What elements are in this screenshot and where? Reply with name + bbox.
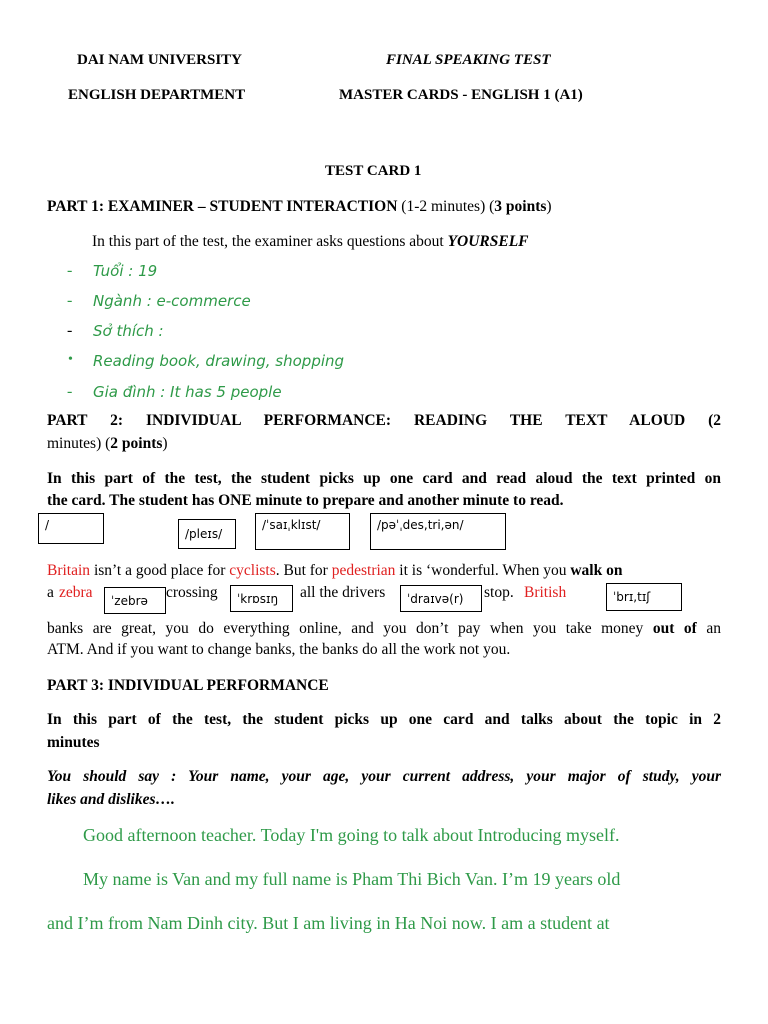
- part2-points: 2 points: [110, 435, 163, 452]
- part2-heading-close: ): [162, 435, 168, 452]
- phonetic-box: [255, 513, 350, 550]
- phonetic-box: [38, 513, 104, 544]
- part2-instruction-line2: the card. The student has ONE minute to prepare and another minute to read.: [47, 492, 564, 509]
- word-britain: Britain: [47, 562, 91, 579]
- note-age: Tuổi : 19: [93, 262, 158, 280]
- phonetic-box: [606, 583, 682, 611]
- note-marker: -: [67, 262, 73, 279]
- word-out-of: out of: [652, 620, 697, 637]
- text-segment: . But for: [275, 562, 332, 579]
- note-hobbies-list: Reading book, drawing, shopping: [93, 352, 345, 370]
- phonetic-box: [400, 585, 482, 612]
- answer-line-3: and I’m from Nam Dinh city. But I am living in Ha Noi now. I am a student at: [47, 913, 610, 933]
- part1-intro-emphasis: YOURSELF: [447, 233, 529, 250]
- reading-line-1: [47, 562, 622, 580]
- phonetic-box: [104, 587, 166, 614]
- bullet-icon: •: [68, 352, 73, 367]
- card-title: TEST CARD 1: [325, 163, 422, 179]
- department-name: ENGLISH DEPARTMENT: [68, 87, 246, 103]
- part1-heading-title: PART 1: EXAMINER – STUDENT INTERACTION: [47, 198, 398, 215]
- part3-prompt-line2: likes and dislikes….: [47, 791, 175, 808]
- part3-heading: PART 3: INDIVIDUAL PERFORMANCE: [47, 677, 329, 694]
- word-pedestrian: pedestrian: [331, 562, 396, 579]
- reading-line-3: [47, 620, 721, 638]
- text-all-the-drivers: all the drivers: [300, 584, 386, 601]
- answer-line-2: My name is Van and my full name is Pham Thi Bich Van. I’m 19 years old: [83, 869, 621, 889]
- note-marker: -: [67, 322, 73, 339]
- part1-heading-duration: (1-2 minutes) (: [397, 198, 495, 215]
- word-stop: stop.: [484, 584, 514, 601]
- note-family: Gia đình : It has 5 people: [93, 383, 282, 401]
- part1-intro-text: In this part of the test, the examiner asks questions about: [92, 233, 448, 250]
- phonetic-text: /ˈsaɪˌklɪst/: [262, 518, 321, 532]
- part2-heading: PART 2: INDIVIDUAL PERFORMANCE: READING THE TEXT ALOUD (2: [47, 412, 721, 429]
- text-segment: isn’t a good place for: [90, 562, 230, 579]
- part1-intro: [92, 233, 529, 251]
- phonetic-text: /: [45, 518, 50, 532]
- text-segment: banks are great, you do everything online, and you don’t pay when you take money: [47, 620, 653, 637]
- reading-line-4: ATM. And if you want to change banks, the banks do all the work not you.: [47, 641, 511, 658]
- part2-instruction-line1: In this part of the test, the student picks up one card and read aloud the text printed on: [47, 470, 721, 487]
- note-marker: -: [67, 383, 73, 400]
- part1-heading-close: ): [546, 198, 552, 215]
- phonetic-text: /pəˈˌdes,tri,ən/: [377, 518, 464, 532]
- university-name: DAI NAM UNIVERSITY: [77, 52, 243, 68]
- part3-prompt-line1: You should say : Your name, your age, your current address, your major of study, your: [47, 768, 721, 785]
- word-zebra: zebra: [59, 584, 93, 601]
- word-cyclists: cyclists: [229, 562, 276, 579]
- phonetic-text: ˈdraɪvə(r): [407, 591, 464, 606]
- phonetic-text: ˈkrɒsɪŋ: [237, 591, 279, 606]
- note-major: Ngành : e-commerce: [93, 292, 251, 310]
- word-crossing: crossing: [166, 584, 218, 601]
- note-marker: -: [67, 292, 73, 309]
- answer-line-1: Good afternoon teacher. Today I'm going to talk about Introducing myself.: [83, 825, 620, 845]
- part2-duration: minutes) (: [47, 435, 111, 452]
- part3-instruction-line1: In this part of the test, the student picks up one card and talks about the topic in 2: [47, 711, 721, 728]
- part1-heading: [47, 198, 552, 216]
- part2-heading-line2: [47, 435, 168, 453]
- phonetic-text: ˈzebrə: [111, 593, 148, 608]
- phonetic-text: /pleɪs/: [185, 527, 223, 541]
- test-title: FINAL SPEAKING TEST: [386, 52, 551, 68]
- phonetic-box: [178, 519, 236, 549]
- phonetic-text: ˈbrɪ,tɪʃ: [613, 590, 651, 604]
- word-british: British: [524, 584, 567, 601]
- phonetic-box: [230, 585, 293, 612]
- word-walk-on: walk on: [570, 562, 623, 579]
- text-segment: it is ‘wonderful. When you: [395, 562, 571, 579]
- text-a: a: [47, 584, 54, 601]
- note-hobbies: Sở thích :: [93, 322, 164, 340]
- part3-instruction-line2: minutes: [47, 734, 100, 751]
- master-cards-title: MASTER CARDS - ENGLISH 1 (A1): [339, 87, 583, 103]
- text-segment: an: [696, 620, 721, 637]
- phonetic-box: [370, 513, 506, 550]
- part1-heading-points: 3 points: [494, 198, 547, 215]
